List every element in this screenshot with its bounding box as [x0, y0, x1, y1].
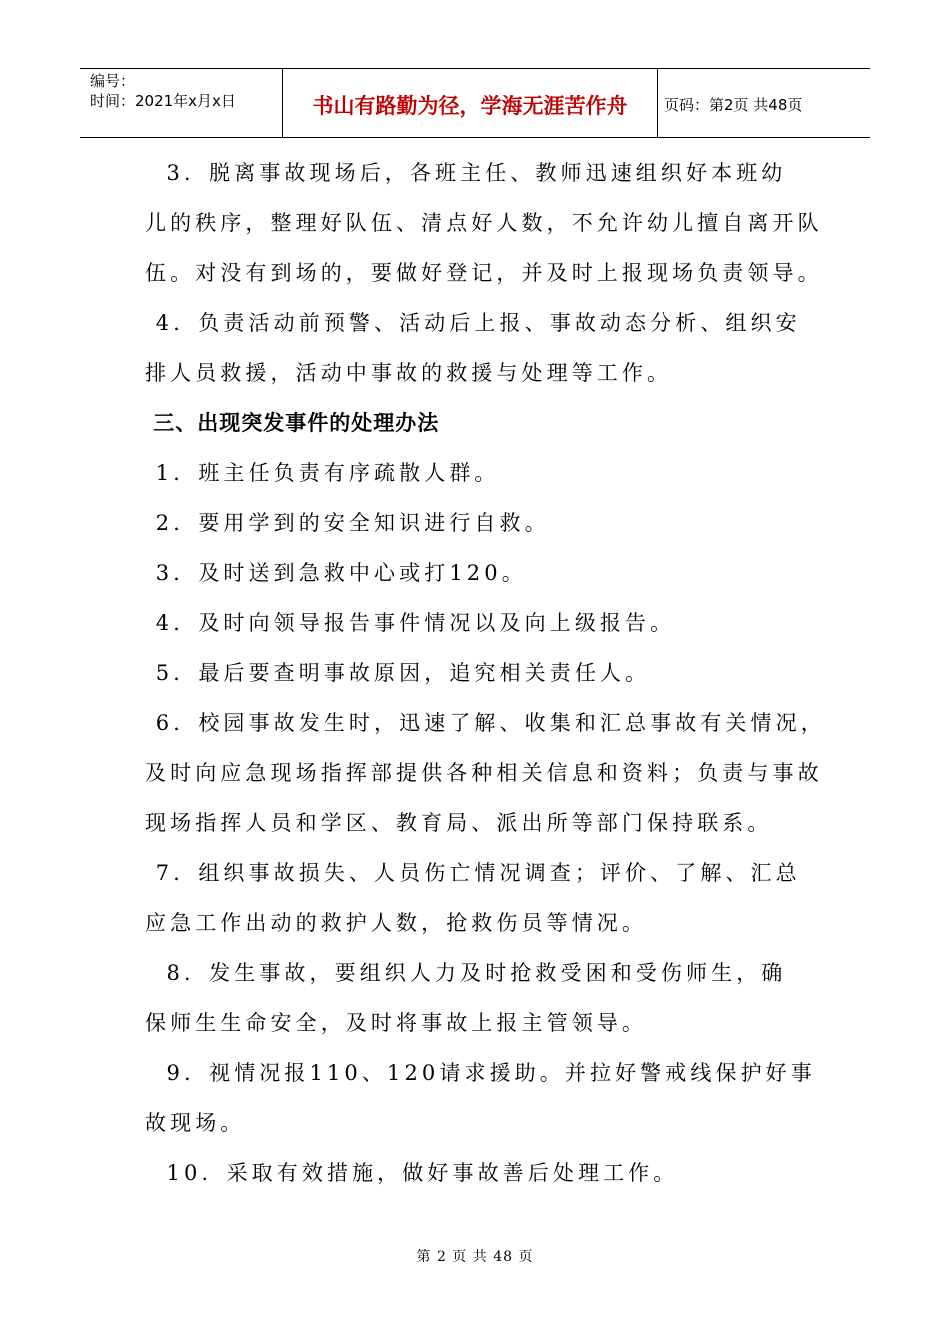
body-line: 3．及时送到急救中心或打120。 [145, 561, 527, 585]
body-line: 9．视情况报110、120请求援助。并拉好警戒线保护好事 [145, 1061, 816, 1085]
document-number-label: 编号： [90, 72, 136, 90]
body-line: 排人员救援，活动中事故的救援与处理等工作。 [145, 361, 673, 385]
page-header [80, 68, 870, 138]
body-line: 8．发生事故，要组织人力及时抢救受困和受伤师生，确 [145, 961, 787, 985]
header-meta-cell [80, 69, 283, 137]
body-line: 5．最后要查明事故原因，追究相关责任人。 [145, 661, 651, 685]
body-line: 4．及时向领导报告事件情况以及向上级报告。 [145, 611, 676, 635]
body-line: 6．校园事故发生时，迅速了解、收集和汇总事故有关情况， [145, 711, 826, 735]
section-heading: 三、出现突发事件的处理办法 [145, 411, 440, 435]
body-line: 1．班主任负责有序疏散人群。 [145, 461, 500, 485]
header-page-info-cell [658, 69, 870, 137]
body-line: 现场指挥人员和学区、教育局、派出所等部门保持联系。 [145, 811, 773, 835]
body-line: 应急工作出动的救护人数，抢救伤员等情况。 [145, 911, 647, 935]
body-line: 儿的秩序，整理好队伍、清点好人数，不允许幼儿擅自离开队 [145, 211, 823, 235]
body-line: 10．采取有效措施，做好事故善后处理工作。 [145, 1161, 679, 1185]
body-line: 及时向应急现场指挥部提供各种相关信息和资料；负责与事故 [145, 761, 823, 785]
body-line: 3．脱离事故现场后，各班主任、教师迅速组织好本班幼 [145, 161, 787, 185]
body-line: 2．要用学到的安全知识进行自救。 [145, 511, 550, 535]
document-date-label: 时间：2021年x月x日 [90, 92, 236, 110]
body-line: 4．负责活动前预警、活动后上报、事故动态分析、组织安 [145, 311, 801, 335]
body-line: 保师生生命安全，及时将事故上报主管领导。 [145, 1011, 647, 1035]
body-line: 7．组织事故损失、人员伤亡情况调查；评价、了解、汇总 [145, 861, 801, 885]
page-footer: 第 2 页 共 48 页 [416, 1249, 534, 1265]
body-line: 故现场。 [145, 1111, 246, 1135]
header-page-info: 页码：第2页 共48页 [664, 95, 803, 114]
body-line: 伍。对没有到场的，要做好登记，并及时上报现场负责领导。 [145, 261, 823, 285]
header-motto: 书山有路勤为径，学海无涯苦作舟 [283, 69, 658, 137]
